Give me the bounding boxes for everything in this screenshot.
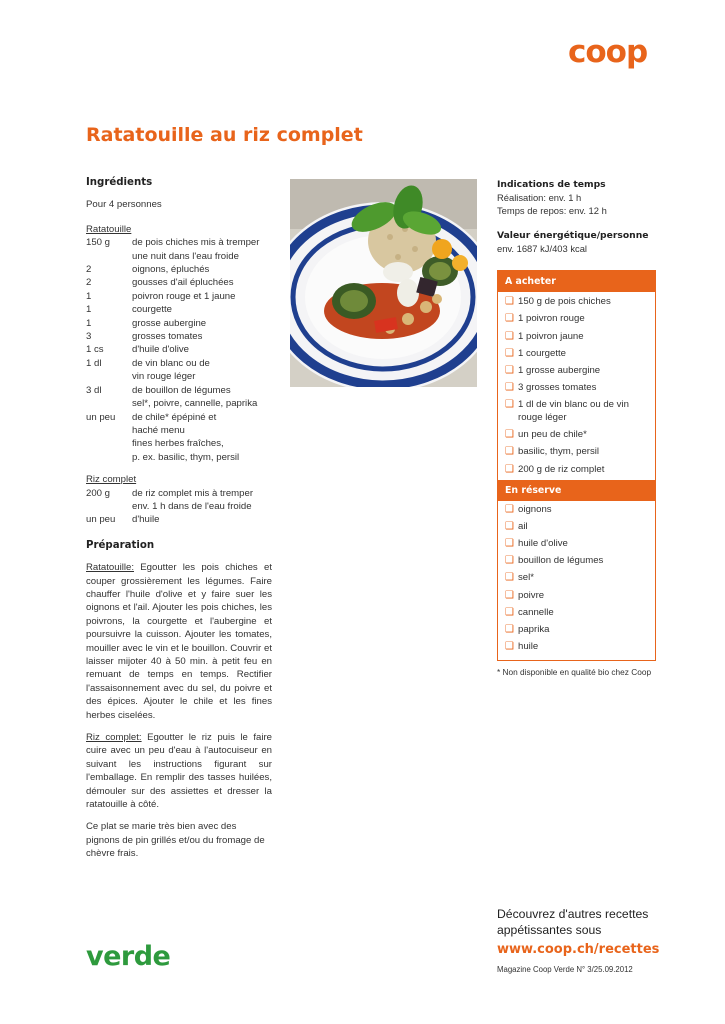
reserve-heading: En réserve xyxy=(498,480,655,501)
checklist-item-label: oignons xyxy=(518,503,552,515)
ingredients-heading: Ingrédients xyxy=(86,177,153,188)
checklist-item[interactable] xyxy=(498,294,655,311)
recipe-title: Ratatouille au riz complet xyxy=(86,124,363,146)
ingredient-text: vin rouge léger xyxy=(132,371,196,383)
preparation-heading: Préparation xyxy=(86,539,155,551)
ingredient-text: de riz complet mis à tremper xyxy=(132,487,254,499)
ingredient-text: de vin blanc ou de xyxy=(132,357,210,369)
ingredient-text: fines herbes fraîches, xyxy=(132,438,224,450)
ingredient-quantity xyxy=(86,397,132,410)
checkbox-icon[interactable]: ❑ xyxy=(505,364,514,376)
ingredient-row xyxy=(86,357,272,370)
checklist-item[interactable] xyxy=(498,639,655,656)
ingredient-row xyxy=(86,384,272,397)
ingredient-row xyxy=(86,290,272,303)
time-heading: Indications de temps xyxy=(497,179,606,190)
ingredient-text: de chile* épépiné et xyxy=(132,411,217,423)
checklist-item[interactable] xyxy=(498,328,655,345)
checkbox-icon[interactable]: ❑ xyxy=(505,382,514,394)
checkbox-icon[interactable]: ❑ xyxy=(505,555,514,567)
checkbox-icon[interactable]: ❑ xyxy=(505,330,514,342)
riz-ingredient-list xyxy=(86,487,272,527)
ingredient-quantity: 2 xyxy=(86,264,92,276)
ingredient-text: d'huile d'olive xyxy=(132,344,190,356)
checklist-item[interactable] xyxy=(498,444,655,461)
ingredient-text: grosses tomates xyxy=(132,331,203,343)
preparation-ratatouille-text: Egoutter les pois chiches et couper grossièrement les légumes. Faire chauffer l'huile d'olive et y faire suer les oignons et l'ail. Ajouter les pois chiches, les poivrons, la courgette et l'aubergine et poursuivre la cuisson. Ajouter les tomates, mouiller avec le vin et le bouillon. Couvrir et laisser mijoter 40 à 50 min. à petit feu en remuant de temps en temps. Rectifier l'assaisonnement avec du sel, du poivre et des épices. Ajouter le chile et les fines herbes ciselées. xyxy=(86,562,272,721)
checklist-item[interactable] xyxy=(498,502,655,519)
ingredient-row xyxy=(86,487,272,500)
checklist-item-label: cannelle xyxy=(518,606,554,618)
checkbox-icon[interactable]: ❑ xyxy=(505,446,514,458)
time-realisation: Réalisation: env. 1 h xyxy=(497,191,582,203)
checklist-item[interactable] xyxy=(498,427,655,444)
checklist-item[interactable] xyxy=(498,380,655,397)
checklist-item-label: 200 g de riz complet xyxy=(518,463,605,475)
checklist-item-label: basilic, thym, persil xyxy=(518,446,600,458)
time-repos: Temps de repos: env. 12 h xyxy=(497,204,607,216)
recipes-link[interactable]: www.coop.ch/recettes xyxy=(497,942,660,957)
ratatouille-subheading: Ratatouille xyxy=(86,223,132,235)
ingredient-text: gousses d'ail épluchées xyxy=(132,277,234,289)
ingredient-row xyxy=(86,513,272,526)
ingredient-text: une nuit dans l'eau froide xyxy=(132,250,239,262)
serves-text: Pour 4 personnes xyxy=(86,199,162,211)
preparation-ratatouille-paragraph xyxy=(86,561,272,722)
ingredient-text: oignons, épluchés xyxy=(132,264,210,276)
ingredient-text: env. 1 h dans de l'eau froide xyxy=(132,500,252,512)
preparation-riz-text: Egoutter le riz puis le faire cuire avec un peu d'eau à l'autocuiseur en suivant les instructions figurant sur l'emballage. En remplir des tasses huilées, démouler sur des assiettes et dresser la ratatouille à côté. xyxy=(86,732,272,811)
ingredient-quantity: 3 xyxy=(86,331,92,343)
ingredient-row xyxy=(86,343,272,356)
ingredient-row xyxy=(86,263,272,276)
buy-heading: A acheter xyxy=(498,271,655,292)
checklist-item-label: ail xyxy=(518,520,528,532)
checklist-item[interactable] xyxy=(498,397,655,427)
shopping-list-box xyxy=(497,270,656,661)
checklist-item-label: poivre xyxy=(518,589,545,601)
ingredient-row xyxy=(86,437,272,450)
checkbox-icon[interactable]: ❑ xyxy=(505,296,514,308)
checklist-item[interactable] xyxy=(498,587,655,604)
checklist-item[interactable] xyxy=(498,536,655,553)
ingredient-quantity: 1 xyxy=(86,290,92,302)
checklist-item-label: 1 poivron rouge xyxy=(518,313,585,325)
ingredient-row xyxy=(86,370,272,383)
checkbox-icon[interactable]: ❑ xyxy=(505,429,514,441)
checklist-item[interactable] xyxy=(498,346,655,363)
ingredients-column xyxy=(86,176,272,870)
ingredient-row xyxy=(86,317,272,330)
ingredient-text: p. ex. basilic, thym, persil xyxy=(132,451,240,463)
checkbox-icon[interactable]: ❑ xyxy=(505,463,514,475)
promo-text: Découvrez d'autres recettes appétissantes sous xyxy=(497,907,649,937)
ingredient-row xyxy=(86,330,272,343)
energy-heading: Valeur énergétique/personne xyxy=(497,230,649,242)
ingredient-quantity: un peu xyxy=(86,514,116,526)
ingredient-text: d'huile xyxy=(132,514,160,526)
checkbox-icon[interactable]: ❑ xyxy=(505,347,514,359)
ingredient-quantity: 1 xyxy=(86,304,92,316)
checklist-item-label: 150 g de pois chiches xyxy=(518,296,611,308)
ingredient-quantity: 1 dl xyxy=(86,357,102,369)
checkbox-icon[interactable]: ❑ xyxy=(505,572,514,584)
checklist-item-label: 1 poivron jaune xyxy=(518,330,584,342)
ingredient-row xyxy=(86,411,272,424)
footnote: * Non disponible en qualité bio chez Coop xyxy=(497,667,652,677)
ingredient-quantity: 2 xyxy=(86,277,92,289)
checklist-item-label: 3 grosses tomates xyxy=(518,382,597,394)
ingredient-quantity: 200 g xyxy=(86,487,111,499)
checklist-item[interactable] xyxy=(498,622,655,639)
ingredient-text: de bouillon de légumes xyxy=(132,384,231,396)
ingredient-quantity: 1 xyxy=(86,317,92,329)
reserve-list xyxy=(498,501,655,661)
ingredient-quantity xyxy=(86,370,132,383)
checklist-item-label: sel* xyxy=(518,572,534,584)
ingredient-quantity: 3 dl xyxy=(86,384,102,396)
checklist-item-label: 1 courgette xyxy=(518,347,567,359)
checkbox-icon[interactable]: ❑ xyxy=(505,641,514,653)
preparation-ratatouille-label: Ratatouille: xyxy=(86,562,134,574)
preparation-riz-paragraph xyxy=(86,731,272,811)
checkbox-icon[interactable]: ❑ xyxy=(505,538,514,550)
checklist-item-label: huile xyxy=(518,641,539,653)
ingredient-row xyxy=(86,236,272,249)
ingredient-quantity xyxy=(86,250,132,263)
ingredient-text: courgette xyxy=(132,304,173,316)
ingredient-text: grosse aubergine xyxy=(132,317,207,329)
checkbox-icon[interactable]: ❑ xyxy=(505,589,514,601)
ingredient-text: sel*, poivre, cannelle, paprika xyxy=(132,398,258,410)
ratatouille-ingredient-list xyxy=(86,236,272,464)
ingredient-row xyxy=(86,500,272,513)
ingredient-text: de pois chiches mis à tremper xyxy=(132,237,260,249)
ingredient-quantity: 1 cs xyxy=(86,344,104,356)
checklist-item[interactable] xyxy=(498,605,655,622)
checklist-item-label: 1 grosse aubergine xyxy=(518,364,601,376)
ingredient-quantity: un peu xyxy=(86,411,116,423)
ingredient-text: haché menu xyxy=(132,424,185,436)
ingredient-quantity xyxy=(86,500,132,513)
checklist-item[interactable] xyxy=(498,519,655,536)
serving-suggestion: Ce plat se marie très bien avec des pignons de pin grillés et/ou du fromage de chèvre frais. xyxy=(86,821,265,860)
ingredient-quantity xyxy=(86,437,132,450)
checklist-item-label: un peu de chile* xyxy=(518,429,587,441)
buy-list xyxy=(498,292,655,480)
checkbox-icon[interactable]: ❑ xyxy=(505,313,514,325)
checkbox-icon[interactable]: ❑ xyxy=(505,503,514,515)
verde-logo: verde xyxy=(86,941,171,972)
magazine-info: Magazine Coop Verde N° 3/25.09.2012 xyxy=(497,965,633,974)
checklist-item[interactable] xyxy=(498,363,655,380)
dish-photo xyxy=(290,179,477,387)
ingredient-row xyxy=(86,276,272,289)
checklist-item-label: 1 dl de vin blanc ou de vin rouge léger xyxy=(518,399,629,424)
ingredient-row xyxy=(86,250,272,263)
ingredient-quantity xyxy=(86,451,132,464)
checklist-item[interactable] xyxy=(498,311,655,328)
checklist-item[interactable] xyxy=(498,570,655,587)
checkbox-icon[interactable]: ❑ xyxy=(505,606,514,618)
ingredient-row xyxy=(86,303,272,316)
checkbox-icon[interactable]: ❑ xyxy=(505,623,514,635)
preparation-riz-label: Riz complet: xyxy=(86,732,142,744)
ingredient-row xyxy=(86,451,272,464)
riz-subheading: Riz complet xyxy=(86,474,137,486)
checklist-item-label: bouillon de légumes xyxy=(518,555,604,567)
checkbox-icon[interactable]: ❑ xyxy=(505,520,514,532)
recipe-info xyxy=(497,179,656,256)
ingredient-quantity xyxy=(86,424,132,437)
energy-value: env. 1687 kJ/403 kcal xyxy=(497,243,587,255)
checklist-item-label: paprika xyxy=(518,623,550,635)
ingredient-row xyxy=(86,397,272,410)
checklist-item-label: huile d'olive xyxy=(518,538,568,550)
ingredient-quantity: 150 g xyxy=(86,237,111,249)
checklist-item[interactable] xyxy=(498,553,655,570)
ingredient-text: poivron rouge et 1 jaune xyxy=(132,290,236,302)
checklist-item[interactable] xyxy=(498,461,655,478)
ingredient-row xyxy=(86,424,272,437)
coop-logo: coop xyxy=(568,34,648,70)
checkbox-icon[interactable]: ❑ xyxy=(505,399,514,411)
